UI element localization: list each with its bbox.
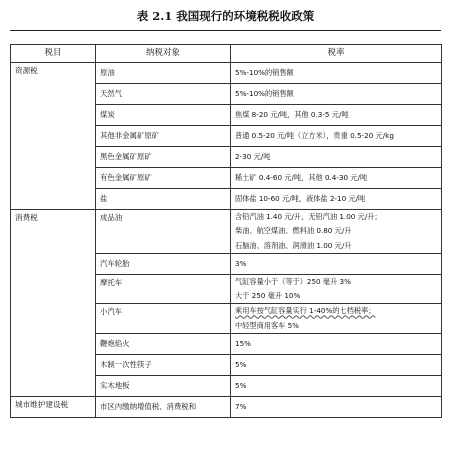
rate-line: 乘用车按气缸容量实行 1-40%的七档税率； bbox=[235, 306, 376, 316]
rate-line: 柴油、航空煤油、燃料油 0.80 元/升 bbox=[235, 226, 352, 236]
tax-policy-table bbox=[10, 44, 442, 418]
rate-cell: 固体盐 10-60 元/吨，液体盐 2-10 元/吨 bbox=[231, 189, 442, 210]
rate-line: 石脑油、溶剂油、润滑油 1.00 元/升 bbox=[235, 240, 352, 250]
table-row bbox=[11, 396, 442, 417]
category-consumption-tax: 消费税 bbox=[11, 210, 96, 397]
rate-cell: 2-30 元/吨 bbox=[231, 147, 442, 168]
object-cell: 摩托车 bbox=[96, 274, 231, 304]
rate-cell bbox=[231, 210, 442, 254]
object-cell: 鞭炮焰火 bbox=[96, 333, 231, 354]
rate-cell: 焦煤 8-20 元/吨，其他 0.3-5 元/吨 bbox=[231, 105, 442, 126]
table-row bbox=[11, 210, 442, 254]
rate-cell bbox=[231, 304, 442, 334]
object-cell: 汽车轮胎 bbox=[96, 253, 231, 274]
rate-cell: 5% bbox=[231, 354, 442, 375]
table-title: 表 2.1 我国现行的环境税税收政策 bbox=[136, 9, 315, 23]
rate-cell: 5%-10%的销售额 bbox=[231, 84, 442, 105]
header-category: 税目 bbox=[11, 45, 96, 63]
object-cell: 原油 bbox=[96, 63, 231, 84]
rate-cell: 15% bbox=[231, 333, 442, 354]
object-cell: 木制一次性筷子 bbox=[96, 354, 231, 375]
rate-cell: 3% bbox=[231, 253, 442, 274]
rate-line: 含铅汽油 1.40 元/升，无铅汽油 1.00 元/升； bbox=[235, 212, 382, 221]
rate-line: 气缸容量小于（等于）250 毫升 3% bbox=[235, 276, 351, 286]
rate-line: 大于 250 毫升 10% bbox=[235, 291, 301, 301]
rate-cell: 7% bbox=[231, 396, 442, 417]
rate-cell: 5% bbox=[231, 375, 442, 396]
object-cell: 盐 bbox=[96, 189, 231, 210]
object-cell: 其他非金属矿原矿 bbox=[96, 126, 231, 147]
object-cell: 小汽车 bbox=[96, 304, 231, 334]
object-cell: 市区内缴纳增值税、消费税和 bbox=[96, 396, 231, 417]
object-cell: 黑色金属矿原矿 bbox=[96, 147, 231, 168]
header-rate: 税率 bbox=[231, 45, 442, 63]
header-row bbox=[11, 45, 442, 63]
rate-cell: 5%-10%的销售额 bbox=[231, 63, 442, 84]
top-rule bbox=[10, 30, 441, 31]
object-cell: 成品油 bbox=[96, 210, 231, 254]
object-cell: 有色金属矿原矿 bbox=[96, 168, 231, 189]
object-cell: 天然气 bbox=[96, 84, 231, 105]
rate-line: 中轻型商用客车 5% bbox=[235, 320, 300, 330]
object-cell: 煤炭 bbox=[96, 105, 231, 126]
table-row bbox=[11, 63, 442, 84]
rate-cell: 稀土矿 0.4-60 元/吨，其他 0.4-30 元/吨 bbox=[231, 168, 442, 189]
header-object: 纳税对象 bbox=[96, 45, 231, 63]
category-urban-maintenance-tax: 城市维护建设税 bbox=[11, 396, 96, 417]
object-cell: 实木地板 bbox=[96, 375, 231, 396]
rate-cell: 普通 0.5-20 元/吨（立方米），贵重 0.5-20 元/kg bbox=[231, 126, 442, 147]
category-resource-tax: 资源税 bbox=[11, 63, 96, 210]
rate-cell bbox=[231, 274, 442, 304]
